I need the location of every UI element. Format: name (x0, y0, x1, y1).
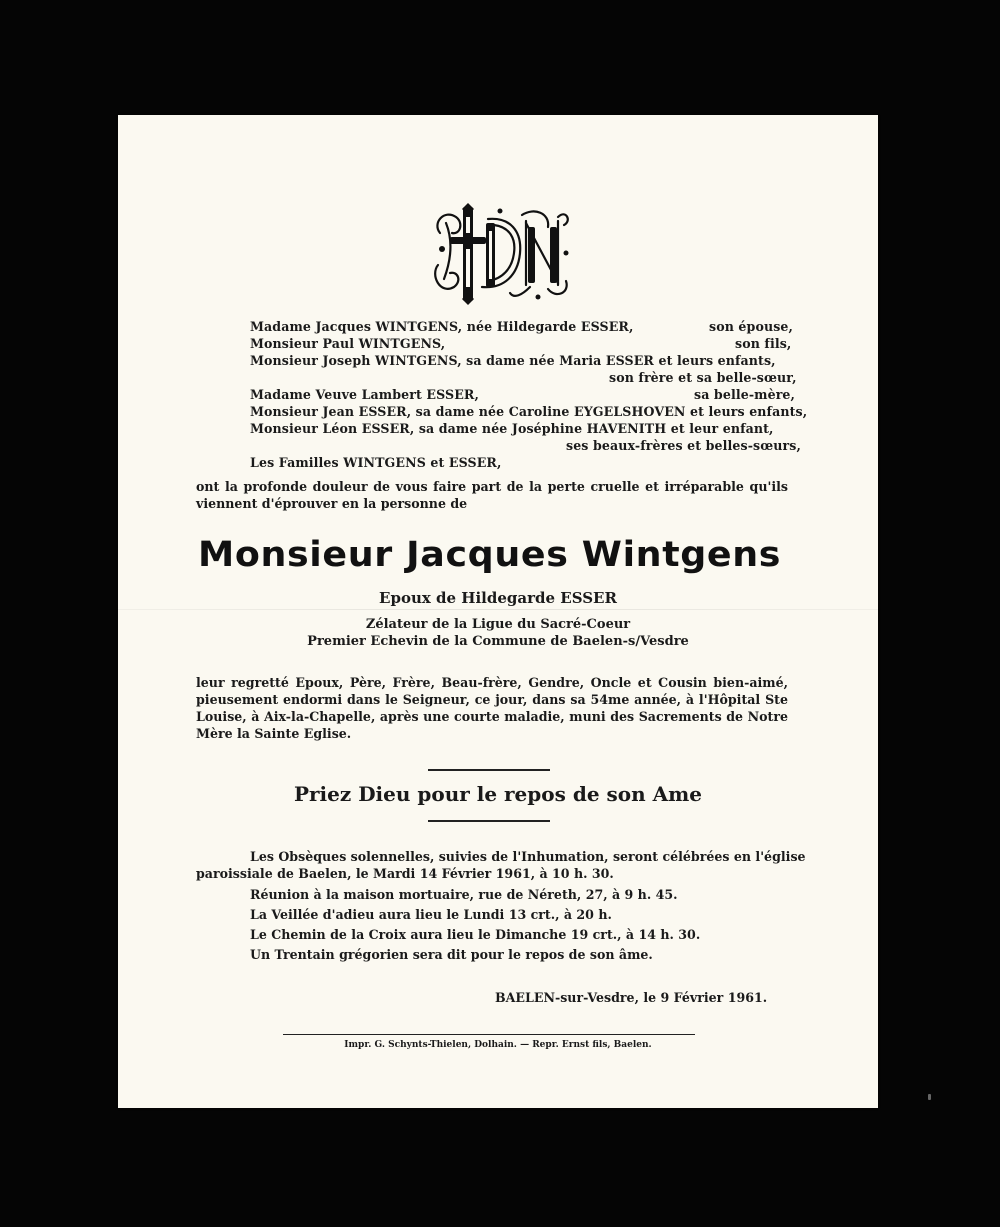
description-line: leur regretté Epoux, Père, Frère, Beau-frère, Gendre, Oncle et Cousin bien-aimé, (196, 675, 788, 690)
announcement-line: ont la profonde douleur de vous faire part de la perte cruelle et irréparable qu'ils (196, 479, 788, 494)
family-name: Monsieur Jean ESSER, sa dame née Caroline EYGELSHOVEN et leurs enfants, (250, 404, 808, 419)
family-name: Monsieur Léon ESSER, sa dame née Joséphine HAVENITH et leur enfant, (250, 421, 774, 436)
prayer-heading: Priez Dieu pour le repos de son Ame (293, 782, 703, 806)
announcement-paragraph (196, 478, 788, 512)
family-relation: son frère et sa belle-sœur, (609, 370, 797, 385)
footer-rule (283, 1034, 695, 1035)
funeral-line (196, 865, 788, 882)
family-relation: son fils, (735, 336, 792, 351)
family-name: Monsieur Joseph WINTGENS, sa dame née Maria ESSER et leurs enfants, (250, 353, 776, 368)
detail-line: Un Trentain grégorien sera dit pour le repos de son âme. (250, 947, 653, 962)
funeral-line: Les Obsèques solennelles, suivies de l'Inhumation, seront célébrées en l'église (250, 849, 806, 864)
description-paragraph (196, 674, 788, 742)
funeral-line-prefix: paroissiale de Baelen, le (196, 866, 374, 881)
printer-credit: Impr. G. Schynts-Thielen, Dolhain. — Repr. Ernst fils, Baelen. (344, 1040, 652, 1050)
family-name: Madame Veuve Lambert ESSER, (250, 387, 479, 402)
announcement-line: viennent d'éprouver en la personne de (196, 496, 468, 511)
place-date: BAELEN-sur-Vesdre, le 9 Février 1961. (495, 990, 768, 1005)
family-relation: son épouse, (709, 319, 793, 334)
family-name: Les Familles WINTGENS et ESSER, (250, 455, 502, 470)
detail-line: La Veillée d'adieu aura lieu le Lundi 13 crt., à 20 h. (250, 907, 612, 922)
detail-line: Le Chemin de la Croix aura lieu le Dimanche 19 crt., à 14 h. 30. (250, 927, 701, 942)
role-line: Premier Echevin de la Commune de Baelen-s/Vesdre (307, 634, 689, 649)
divider (428, 769, 550, 771)
mourning-card (118, 115, 878, 1108)
deceased-name: Monsieur Jacques Wintgens (198, 535, 782, 575)
spouse-line: Epoux de Hildegarde ESSER (379, 589, 617, 607)
detail-line: Réunion à la maison mortuaire, rue de Néreth, 27, à 9 h. 45. (250, 887, 678, 902)
divider (428, 820, 550, 822)
paper-fold (118, 609, 878, 610)
description-line: pieusement endormi dans le Seigneur, ce jour, dans sa 54me année, à l'Hôpital Ste (196, 692, 788, 707)
role-line: Zélateur de la Ligue du Sacré-Coeur (365, 617, 631, 632)
family-name: Monsieur Paul WINTGENS, (250, 336, 446, 351)
funeral-date: Mardi 14 Février 1961, à 10 h. 30. (373, 866, 614, 881)
dust-speck (928, 1094, 931, 1100)
funeral-paragraph (196, 848, 806, 882)
monogram-emblem (430, 203, 572, 305)
description-line: Louise, à Aix-la-Chapelle, après une courte maladie, muni des Sacrements de Notre (196, 709, 788, 724)
description-line: Mère la Sainte Eglise. (196, 726, 352, 741)
family-relation: ses beaux-frères et belles-sœurs, (566, 438, 801, 453)
family-name: Madame Jacques WINTGENS, née Hildegarde ESSER, (250, 319, 634, 334)
family-relation: sa belle-mère, (694, 387, 796, 402)
